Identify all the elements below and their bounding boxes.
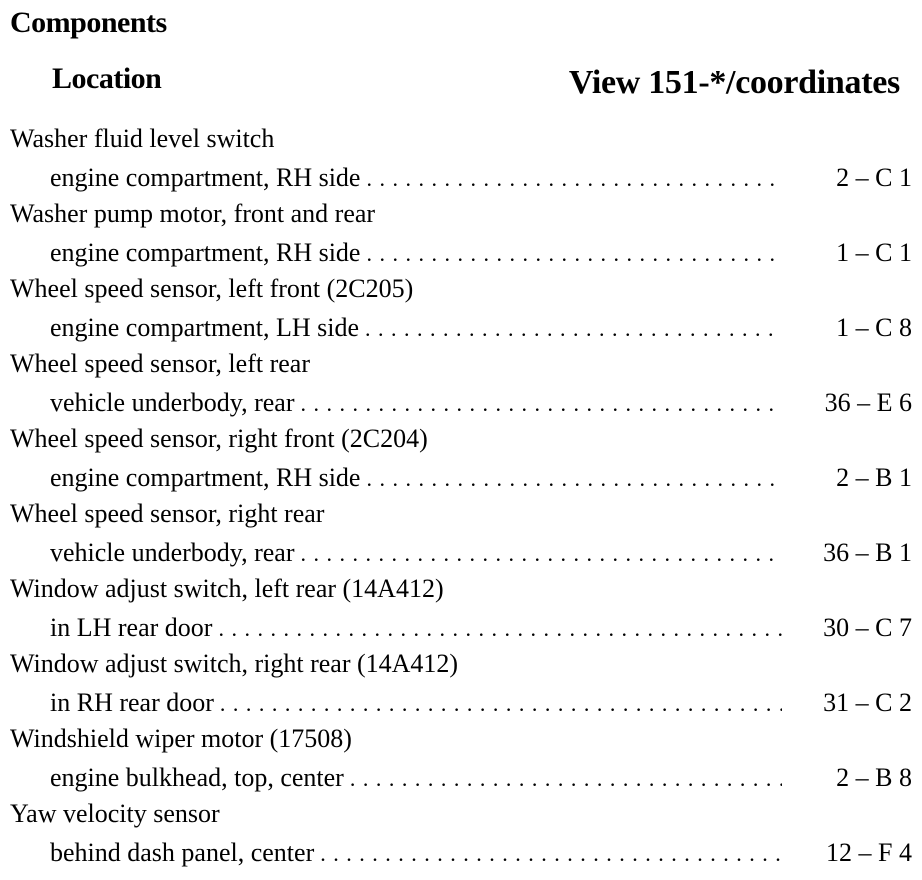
component-location: vehicle underbody, rear (50, 538, 295, 567)
location-row (50, 609, 782, 646)
location-row (50, 309, 782, 346)
component-location: engine compartment, RH side (50, 238, 361, 267)
component-list (0, 120, 922, 870)
location-row (50, 684, 782, 721)
dot-leader (365, 310, 782, 347)
component-location: engine compartment, RH side (50, 163, 361, 192)
component-name: Wheel speed sensor, left front (2C205) (10, 274, 414, 303)
location-row (50, 459, 782, 496)
component-location: engine compartment, RH side (50, 463, 361, 492)
component-location: in RH rear door (50, 688, 214, 717)
view-coordinates: 30 – C 7 (823, 613, 912, 642)
dot-leader (350, 760, 782, 797)
component-name: Wheel speed sensor, right rear (10, 499, 325, 528)
dot-leader (300, 535, 782, 572)
view-coordinates-column-heading: View 151-*/coordinates (568, 64, 900, 101)
location-row (50, 834, 782, 871)
view-coordinates: 1 – C 8 (836, 313, 912, 342)
view-coordinates: 12 – F 4 (826, 838, 912, 867)
view-coordinates: 2 – B 8 (836, 763, 912, 792)
location-row (50, 384, 782, 421)
view-coordinates: 36 – B 1 (823, 538, 912, 567)
component-name: Wheel speed sensor, left rear (10, 349, 310, 378)
list-item (0, 120, 922, 195)
view-coordinates: 1 – C 1 (836, 238, 912, 267)
component-name: Washer fluid level switch (10, 124, 275, 153)
component-name: Windshield wiper motor (17508) (10, 724, 352, 753)
dot-leader (366, 460, 782, 497)
component-name: Washer pump motor, front and rear (10, 199, 376, 228)
list-item (0, 195, 922, 270)
dot-leader (220, 685, 782, 722)
component-name: Wheel speed sensor, right front (2C204) (10, 424, 428, 453)
dot-leader (320, 835, 782, 872)
dot-leader (366, 235, 782, 272)
list-item (0, 795, 922, 870)
component-location: in LH rear door (50, 613, 213, 642)
component-location: engine compartment, LH side (50, 313, 360, 342)
list-item (0, 270, 922, 345)
list-item (0, 720, 922, 795)
location-row (50, 159, 782, 196)
view-coordinates: 2 – B 1 (836, 463, 912, 492)
list-item (0, 645, 922, 720)
component-location: engine bulkhead, top, center (50, 763, 344, 792)
list-item (0, 495, 922, 570)
component-name: Window adjust switch, left rear (14A412) (10, 574, 444, 603)
view-coordinates: 36 – E 6 (824, 388, 912, 417)
dot-leader (300, 385, 782, 422)
location-row (50, 234, 782, 271)
page-title: Components (10, 6, 167, 39)
component-location: behind dash panel, center (50, 838, 315, 867)
view-coordinates: 31 – C 2 (823, 688, 912, 717)
component-location: vehicle underbody, rear (50, 388, 295, 417)
location-row (50, 534, 782, 571)
component-name: Window adjust switch, right rear (14A412) (10, 649, 459, 678)
location-row (50, 759, 782, 796)
dot-leader (218, 610, 782, 647)
location-column-heading: Location (52, 62, 162, 95)
component-name: Yaw velocity sensor (10, 799, 220, 828)
list-item (0, 420, 922, 495)
view-coordinates: 2 – C 1 (836, 163, 912, 192)
dot-leader (366, 160, 782, 197)
list-item (0, 345, 922, 420)
list-item (0, 570, 922, 645)
